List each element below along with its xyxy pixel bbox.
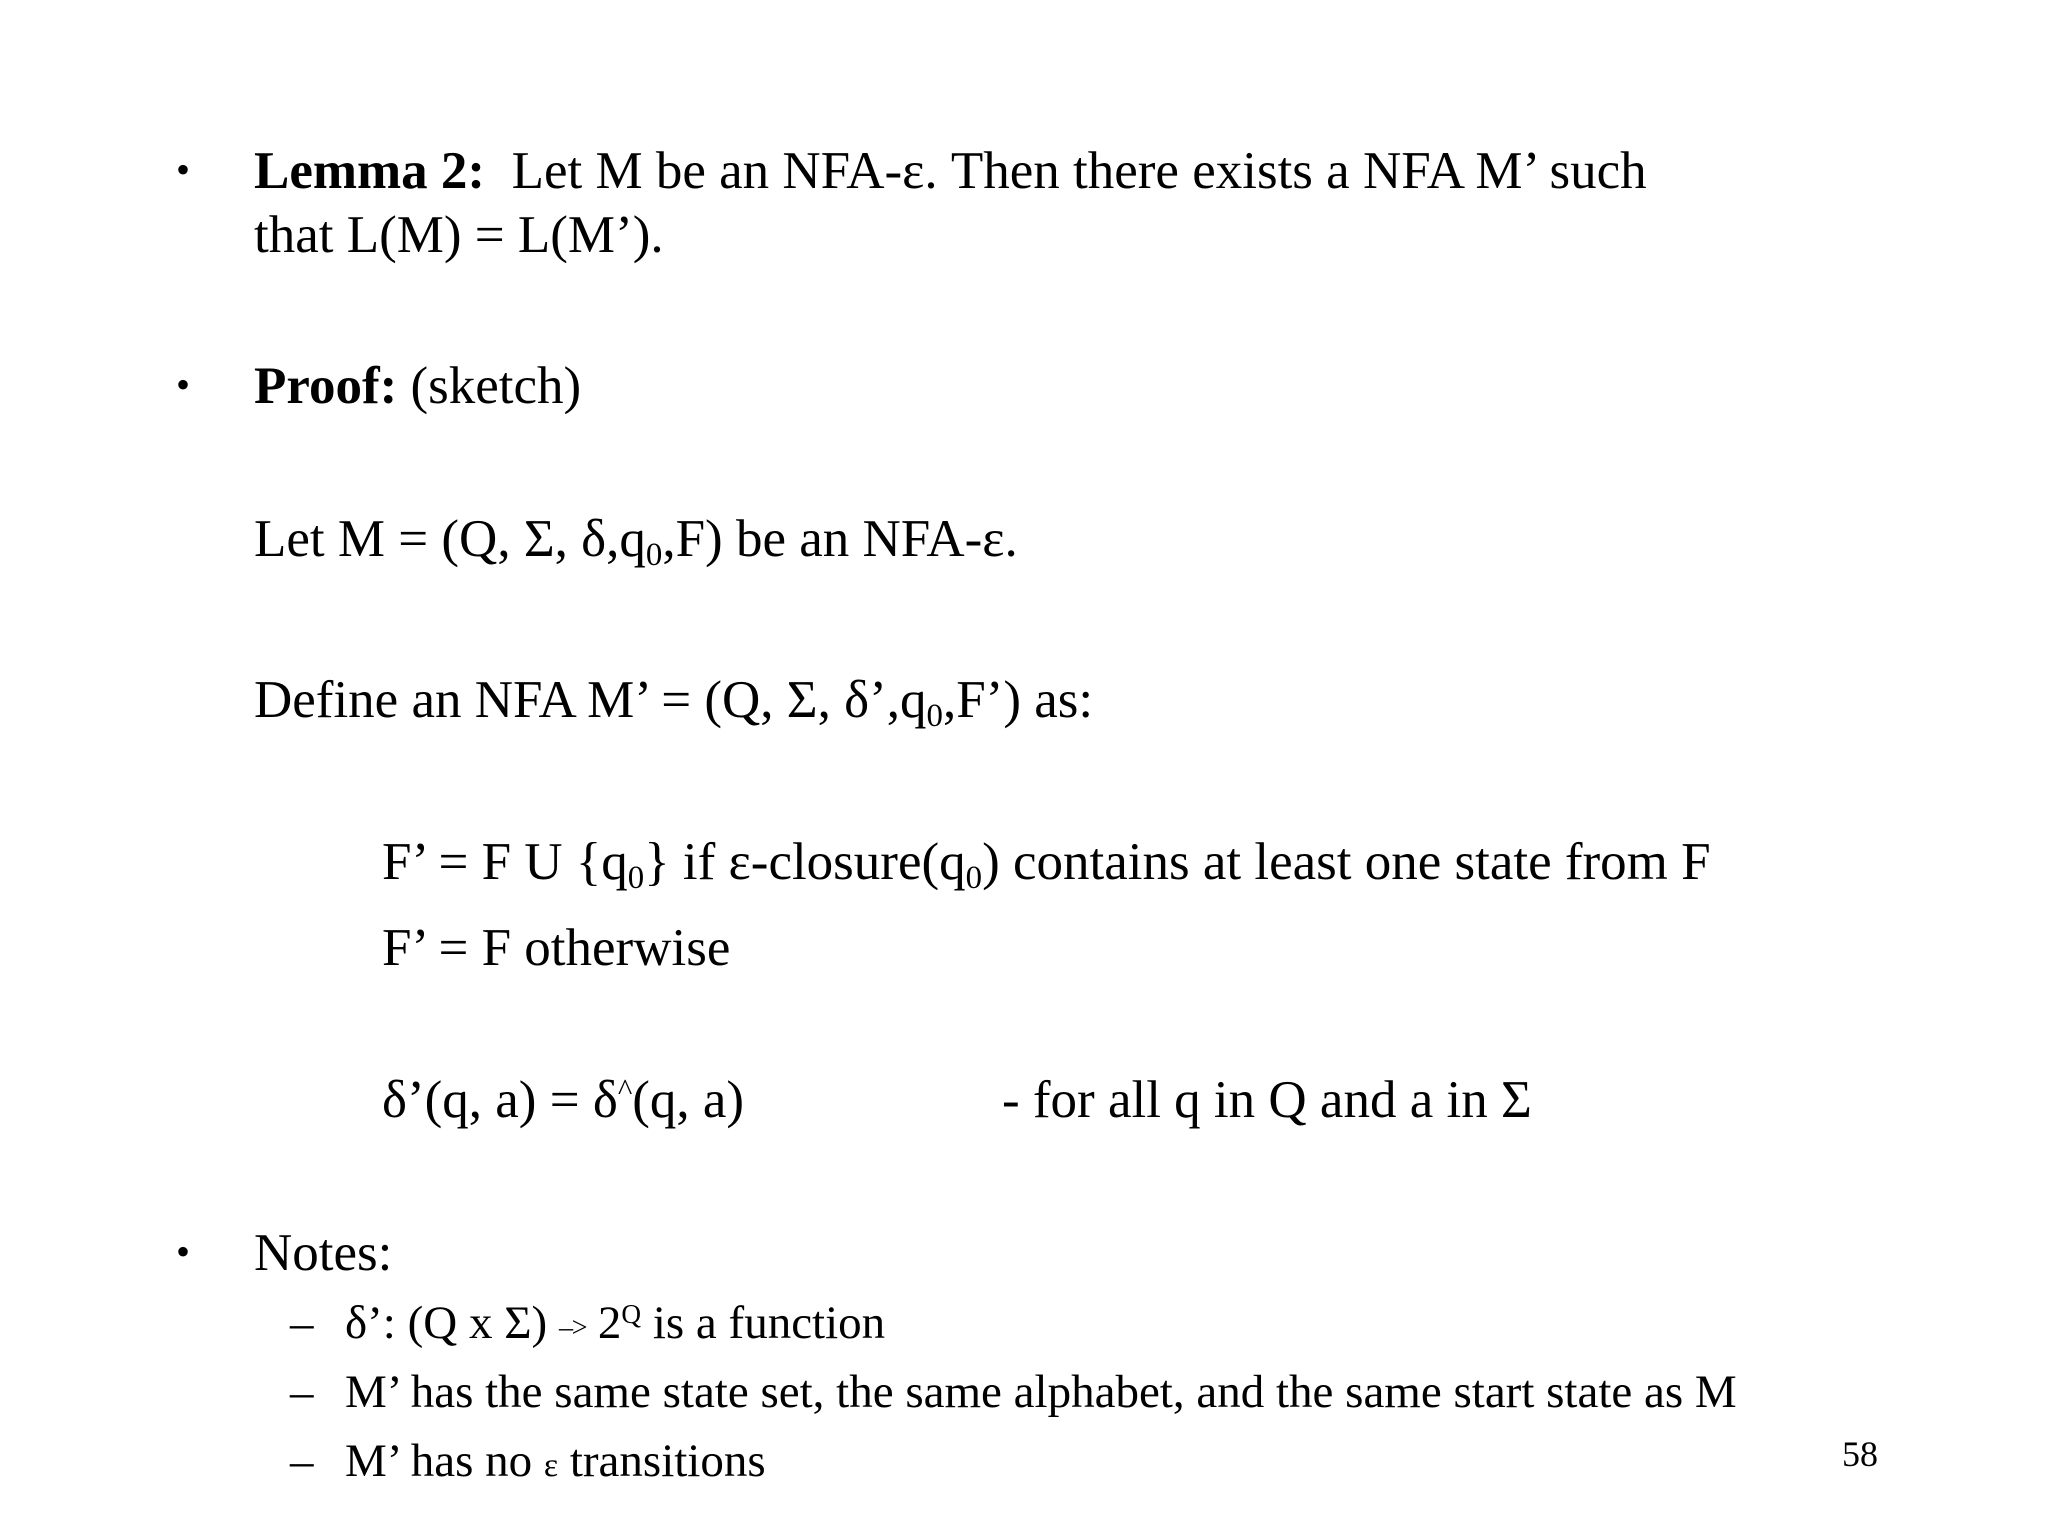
note-1-text-c: is a function [641,1297,886,1349]
bullet-notes: • [176,1229,191,1274]
lemma-label: Lemma 2: [254,142,486,200]
notes-label: Notes: [254,1224,393,1282]
f-prime-subscript-2: 0 [965,860,983,897]
f-prime-text-b: } if ε-closure(q [644,833,966,891]
let-m-line [254,510,1018,574]
proof-text: (sketch) [410,357,582,415]
delta-def-line [382,1071,745,1129]
arrow-icon: –> [558,1312,587,1344]
define-subscript: 0 [926,698,943,735]
note-item-2: M’ has the same state set, the same alphabet, and the same start state as M [345,1366,1737,1418]
lemma-line-2: that L(M) = L(M’). [254,206,664,264]
lemma-line-1 [254,142,1647,200]
delta-hat: ^ [617,1073,633,1108]
note-1-text-b: 2 [586,1297,622,1349]
note-3-epsilon: ε [543,1447,559,1484]
f-prime-text-a: F’ = F U {q [382,833,628,891]
note-item-3 [345,1435,766,1487]
bullet-proof: • [176,362,191,407]
f-prime-line-2: F’ = F otherwise [382,919,731,977]
note-3-text-b: transitions [558,1435,766,1487]
proof-line [254,357,582,415]
dash-note-1: – [290,1297,314,1349]
define-text-b: ,F’) as: [942,671,1094,729]
f-prime-subscript-1: 0 [627,860,645,897]
delta-def-note: - for all q in Q and a in Σ [1002,1071,1532,1129]
f-prime-line-1 [382,833,1711,897]
proof-label: Proof: [254,357,398,415]
dash-note-2: – [290,1366,314,1418]
dash-note-3: – [290,1435,314,1487]
bullet-lemma: • [176,147,191,192]
lemma-text: Let M be an NFA-ε. Then there exists a NFA M’ such [511,142,1647,200]
let-m-subscript: 0 [645,537,663,574]
note-item-1 [345,1297,886,1349]
note-1-text-a: δ’: (Q x Σ) [345,1297,559,1349]
f-prime-text-c: ) contains at least one state from F [982,833,1711,891]
delta-def-text-a: δ’(q, a) = δ [382,1071,618,1129]
note-1-superscript: Q [621,1299,642,1330]
let-m-text-a: Let M = (Q, Σ, δ,q [254,510,646,568]
define-text-a: Define an NFA M’ = (Q, Σ, δ’,q [254,671,927,729]
delta-def-text-b: (q, a) [632,1071,745,1129]
page-number: 58 [1842,1434,1878,1474]
define-line [254,671,1094,735]
note-3-text-a: M’ has no [345,1435,544,1487]
let-m-text-b: ,F) be an NFA-ε. [662,510,1018,568]
